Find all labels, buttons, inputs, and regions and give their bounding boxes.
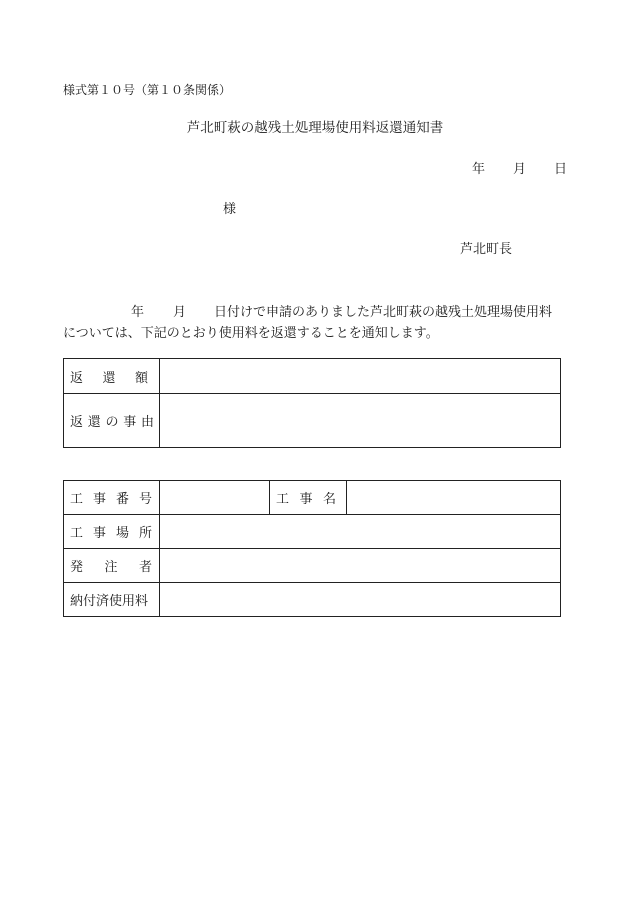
work-name-value[interactable] [347,481,561,515]
orderer-value[interactable] [160,549,561,583]
paid-fee-value[interactable] [160,583,561,617]
refund-reason-label-char: 還 [87,415,101,430]
date-month: 月 [513,162,527,177]
work-site-row [64,515,561,549]
work-site-label-char: 場 [115,526,129,541]
work-number-label-char: 事 [92,492,106,507]
work-number-label-char: 工 [70,492,84,507]
refund-amount-value[interactable] [160,359,561,394]
refund-amount-row [64,359,561,394]
orderer-label [64,549,160,583]
refund-amount-label-char: 還 [102,370,116,386]
date-day: 日 [554,162,568,177]
work-name-label [270,481,347,515]
refund-reason-label [64,394,160,448]
paid-fee-row [64,583,561,617]
work-site-label-char: 事 [92,526,106,541]
refund-reason-label-char: 返 [70,415,84,430]
paid-fee-label [64,583,160,617]
body-line-1-text: 日付けで申請のありました芦北町萩の越残土処理場使用料 [214,305,553,320]
orderer-row [64,549,561,583]
orderer-label-char: 者 [138,560,152,575]
work-name-label-char: 名 [322,492,336,507]
work-info-table [63,480,561,617]
addressee-suffix: 様 [223,202,237,217]
work-name-label-char: 事 [299,492,313,507]
refund-amount-label-char: 返 [70,370,84,386]
document-title: 芦北町萩の越残土処理場使用料返還通知書 [186,120,444,136]
body-line-2: については、下記のとおり使用料を返還することを通知します。 [63,326,439,341]
date-line [472,163,567,176]
refund-reason-value[interactable] [160,394,561,448]
refund-amount-label-char: 額 [134,370,148,386]
refund-amount-label [64,359,160,394]
work-number-value[interactable] [160,481,270,515]
work-site-label-char: 所 [138,526,152,541]
body-month: 月 [173,305,187,320]
work-number-label [64,481,160,515]
paid-fee-label-text: 納付済使用料 [70,594,149,609]
body-year: 年 [131,305,145,320]
work-number-label-char: 号 [138,492,152,507]
work-name-label-char: 工 [276,492,290,507]
work-number-row [64,481,561,515]
refund-reason-label-char: 事 [123,415,137,430]
issuer-name: 芦北町長 [460,242,513,257]
form-number: 様式第１０号（第１０条関係） [63,83,232,97]
refund-reason-label-char: 由 [140,415,154,430]
work-site-label [64,515,160,549]
date-year: 年 [472,162,486,177]
body-line-1 [63,302,568,323]
orderer-label-char: 注 [104,560,118,575]
orderer-label-char: 発 [70,560,84,575]
refund-table [63,358,561,448]
refund-reason-label-char: の [105,415,119,430]
body-text [63,302,568,344]
refund-reason-row [64,394,561,448]
work-site-label-char: 工 [70,526,84,541]
work-site-value[interactable] [160,515,561,549]
work-number-label-char: 番 [115,492,129,507]
